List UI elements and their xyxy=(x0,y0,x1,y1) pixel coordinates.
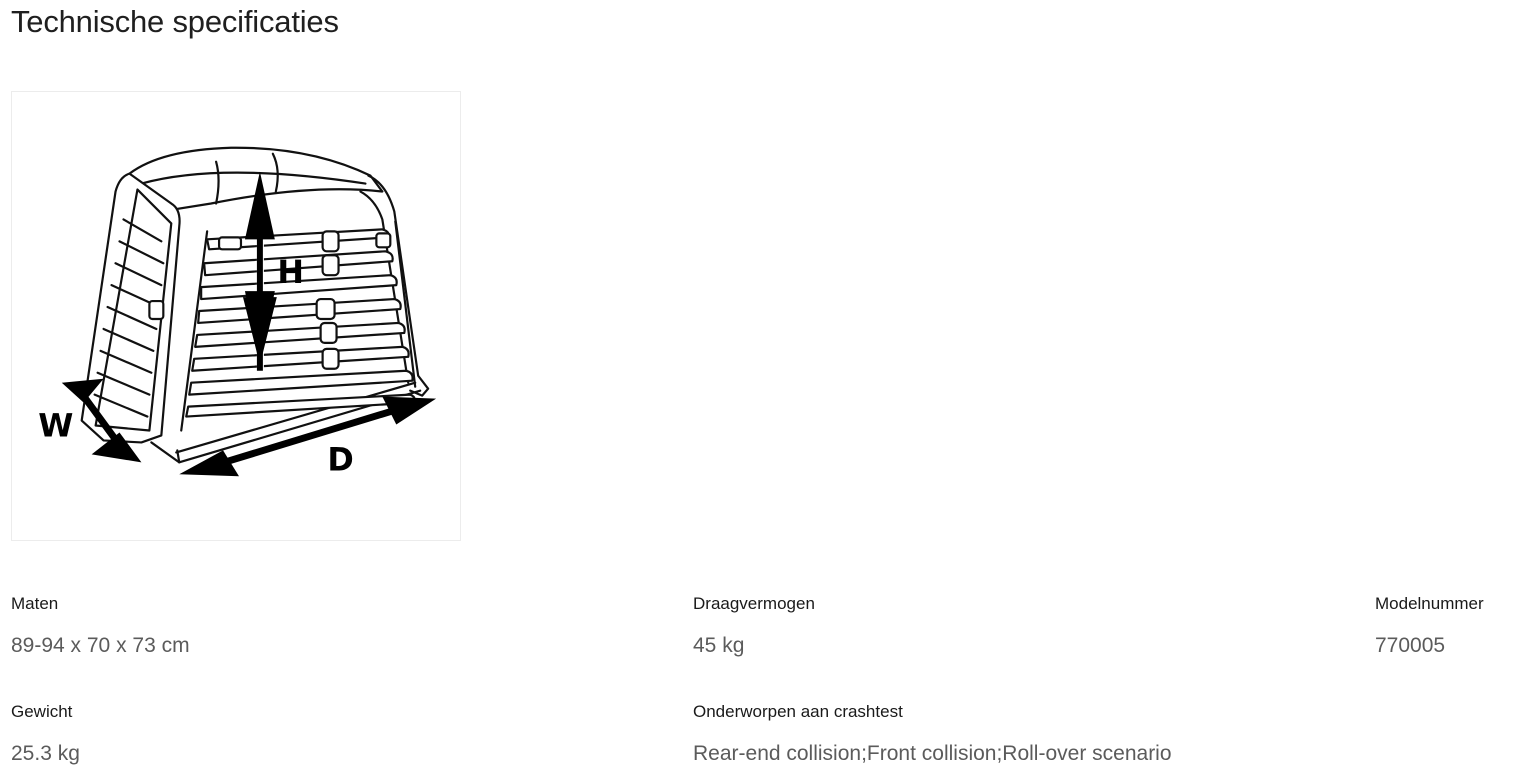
height-label: H xyxy=(277,253,305,292)
spec-gewicht xyxy=(11,702,80,766)
spec-value-modelnummer: 770005 xyxy=(1375,634,1446,657)
spec-draagvermogen xyxy=(693,594,815,658)
spec-label-crashtest: Onderworpen aan crashtest xyxy=(693,702,903,721)
spec-value-maten: 89-94 x 70 x 73 cm xyxy=(11,634,190,657)
spec-value-draagvermogen: 45 kg xyxy=(693,634,745,657)
spec-label-gewicht: Gewicht xyxy=(11,702,73,721)
spec-label-maten: Maten xyxy=(11,594,59,613)
depth-label: D xyxy=(327,440,354,479)
dog-crate-dimension-drawing xyxy=(12,92,460,540)
product-dimensions-image[interactable] xyxy=(11,91,461,541)
spec-value-gewicht: 25.3 kg xyxy=(11,742,80,765)
width-label: W xyxy=(38,406,74,445)
spec-label-modelnummer: Modelnummer xyxy=(1375,594,1484,613)
spec-value-crashtest: Rear-end collision;Front collision;Roll-over scenario xyxy=(693,742,1172,765)
spec-modelnummer xyxy=(1375,594,1484,658)
spec-label-draagvermogen: Draagvermogen xyxy=(693,594,815,613)
spec-crashtest xyxy=(693,702,1172,766)
spec-maten xyxy=(11,594,190,658)
section-title: Technische specificaties xyxy=(11,4,339,39)
